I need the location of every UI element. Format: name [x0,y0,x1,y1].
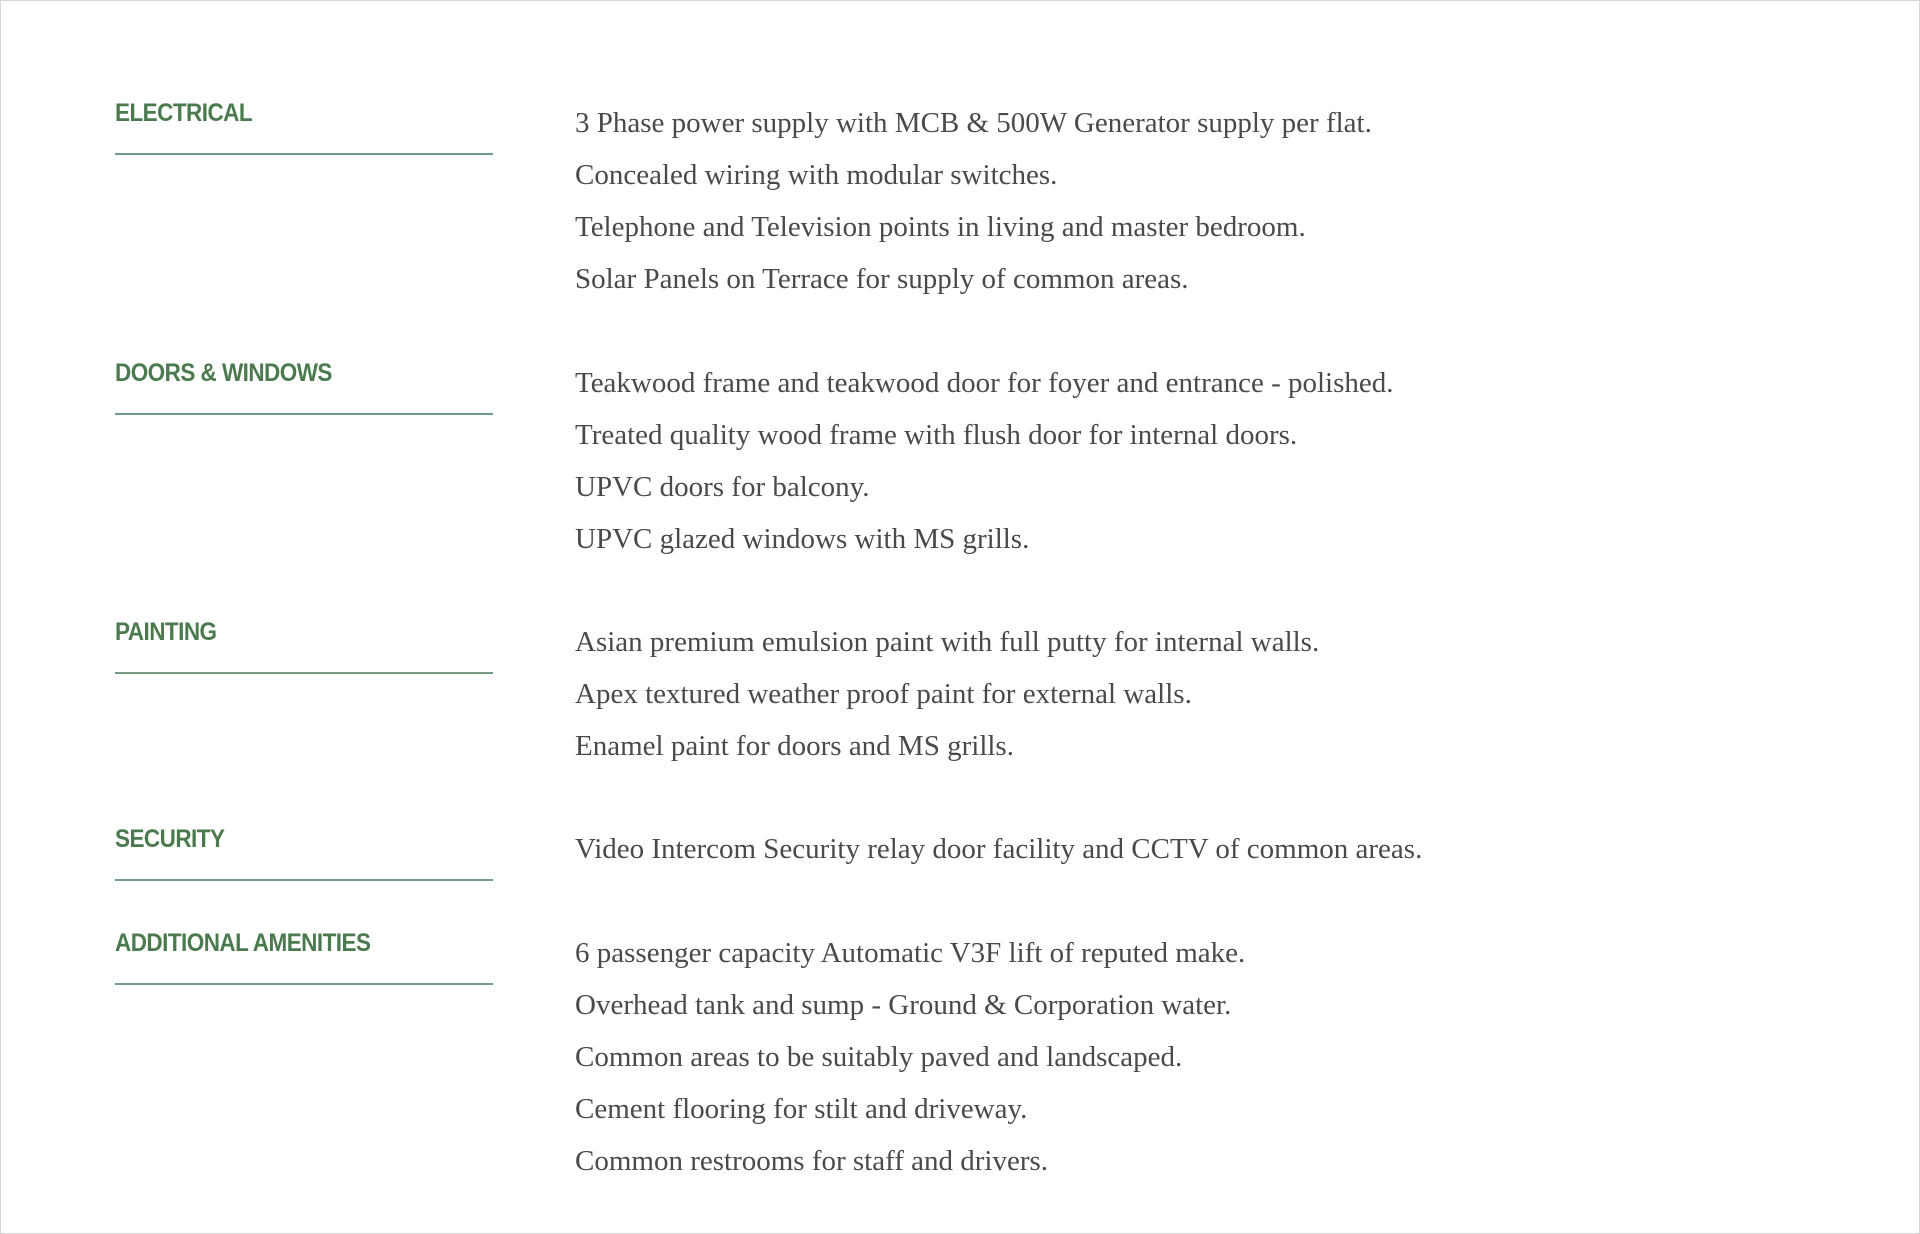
spec-item: Apex textured weather proof paint for external walls. [575,678,1192,710]
section-heading: PAINTING [115,618,217,646]
heading-underline [115,672,493,674]
spec-item: UPVC glazed windows with MS grills. [575,523,1030,555]
spec-list [575,927,1245,1187]
section-heading: DOORS & WINDOWS [115,359,332,387]
spec-list [575,97,1372,305]
section-heading: ELECTRICAL [115,99,253,127]
heading-underline [115,879,493,881]
spec-item: Solar Panels on Terrace for supply of common areas. [575,263,1189,295]
spec-item: Enamel paint for doors and MS grills. [575,730,1014,762]
section-heading: ADDITIONAL AMENITIES [115,929,371,957]
spec-list [575,823,1422,875]
spec-list [575,616,1319,772]
heading-underline [115,413,493,415]
spec-item: Common restrooms for staff and drivers. [575,1145,1049,1177]
spec-item: Asian premium emulsion paint with full putty for internal walls. [575,626,1320,658]
spec-item: 3 Phase power supply with MCB & 500W Generator supply per flat. [575,107,1372,139]
spec-item: Cement flooring for stilt and driveway. [575,1093,1028,1125]
heading-underline [115,153,493,155]
spec-item: 6 passenger capacity Automatic V3F lift of reputed make. [575,937,1246,969]
spec-item: UPVC doors for balcony. [575,471,870,503]
spec-list [575,357,1394,565]
spec-item: Common areas to be suitably paved and landscaped. [575,1041,1183,1073]
spec-item: Treated quality wood frame with flush door for internal doors. [575,419,1298,451]
spec-item: Overhead tank and sump - Ground & Corporation water. [575,989,1232,1021]
heading-underline [115,983,493,985]
spec-item: Video Intercom Security relay door facility and CCTV of common areas. [575,833,1423,865]
spec-item: Telephone and Television points in living and master bedroom. [575,211,1306,243]
spec-item: Concealed wiring with modular switches. [575,159,1058,191]
spec-item: Teakwood frame and teakwood door for foyer and entrance - polished. [575,367,1394,399]
section-heading: SECURITY [115,825,225,853]
